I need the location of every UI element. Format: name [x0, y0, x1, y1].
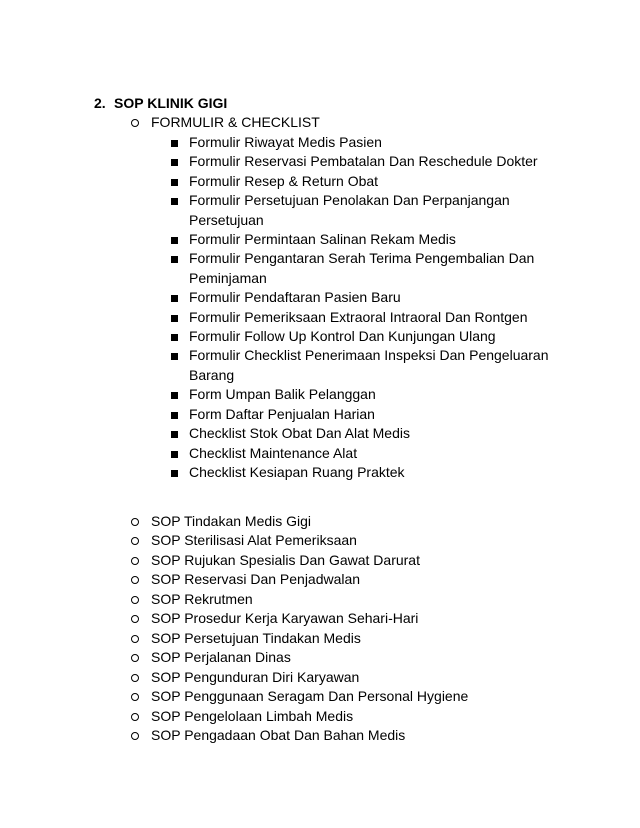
square-bullet-icon [171, 334, 178, 341]
square-bullet-icon [171, 295, 178, 302]
form-item-text: Checklist Kesiapan Ruang Praktek [189, 463, 405, 480]
sop-item-text: SOP Tindakan Medis Gigi [151, 513, 312, 529]
square-bullet-icon [171, 412, 178, 419]
square-bullet-icon [171, 431, 178, 438]
square-bullet-icon [171, 315, 178, 322]
form-list-item [170, 463, 580, 482]
sop-list-item [131, 687, 468, 706]
hollow-circle-bullet-icon [131, 119, 139, 127]
square-bullet-icon [171, 470, 178, 477]
square-bullet-icon [171, 451, 178, 458]
hollow-circle-bullet-icon [131, 537, 139, 545]
form-item-text: Formulir Pengantaran Serah Terima Pengembalian Dan Peminjaman [189, 250, 535, 286]
sop-item-text: SOP Persetujuan Tindakan Medis [151, 629, 361, 646]
hollow-circle-bullet-icon [131, 615, 139, 623]
square-bullet-icon [171, 179, 178, 186]
form-list-item [170, 172, 580, 191]
form-list-item [170, 444, 580, 463]
form-list-item [170, 152, 580, 171]
form-item-text: Formulir Resep & Return Obat [189, 172, 379, 189]
forms-group-item [131, 113, 320, 132]
hollow-circle-bullet-icon [131, 557, 139, 565]
sop-item-text: SOP Pengelolaan Limbah Medis [151, 707, 354, 724]
hollow-circle-bullet-icon [131, 674, 139, 682]
form-item-text: Formulir Pendaftaran Pasien Baru [189, 289, 401, 306]
square-bullet-icon [171, 353, 178, 360]
sop-item-text: SOP Reservasi Dan Penjadwalan [151, 571, 361, 588]
section-heading [94, 94, 227, 113]
sop-list-item [131, 707, 468, 726]
sop-item-text: SOP Rujukan Spesialis Dan Gawat Darurat [151, 551, 420, 568]
form-list-item [170, 288, 580, 307]
form-list-item [170, 308, 580, 327]
sop-list-item [131, 590, 468, 609]
square-bullet-icon [171, 256, 178, 263]
form-item-text: Checklist Maintenance Alat [189, 444, 358, 461]
sop-list [131, 512, 468, 745]
form-item-text: Formulir Permintaan Salinan Rekam Medis [189, 231, 456, 248]
sop-list-item [131, 609, 468, 628]
section-title: SOP KLINIK GIGI [114, 95, 228, 111]
form-item-text: Formulir Pemeriksaan Extraoral Intraoral Dan Rontgen [189, 308, 528, 325]
sop-list-item [131, 570, 468, 589]
sop-list-item [131, 551, 468, 570]
form-item-text: Formulir Follow Up Kontrol Dan Kunjungan Ulang [189, 328, 496, 345]
sop-item-text: SOP Pengunduran Diri Karyawan [151, 668, 360, 685]
form-list-item [170, 230, 580, 249]
sop-item-text: SOP Perjalanan Dinas [151, 649, 291, 666]
sop-list-item [131, 668, 468, 687]
section-number: 2. [94, 95, 106, 111]
square-bullet-icon [171, 140, 178, 147]
square-bullet-icon [171, 237, 178, 244]
form-item-text: Formulir Riwayat Medis Pasien [189, 134, 382, 150]
form-item-text: Form Umpan Balik Pelanggan [189, 386, 376, 403]
square-bullet-icon [171, 159, 178, 166]
sop-list-item [131, 726, 468, 745]
form-list-item [170, 405, 580, 424]
form-list-item [170, 133, 580, 152]
form-list-item [170, 327, 580, 346]
forms-list [170, 133, 580, 482]
sop-list-item [131, 629, 468, 648]
hollow-circle-bullet-icon [131, 635, 139, 643]
sop-item-text: SOP Pengadaan Obat Dan Bahan Medis [151, 726, 406, 743]
sop-item-text: SOP Rekrutmen [151, 590, 253, 607]
form-list-item [170, 346, 580, 385]
hollow-circle-bullet-icon [131, 596, 139, 604]
sop-item-text: SOP Sterilisasi Alat Pemeriksaan [151, 532, 357, 549]
hollow-circle-bullet-icon [131, 732, 139, 740]
hollow-circle-bullet-icon [131, 713, 139, 721]
form-item-text: Checklist Stok Obat Dan Alat Medis [189, 425, 410, 442]
hollow-circle-bullet-icon [131, 518, 139, 526]
form-item-text: Formulir Checklist Penerimaan Inspeksi Dan Pengeluaran Barang [189, 347, 549, 383]
sop-item-text: SOP Penggunaan Seragam Dan Personal Hygiene [151, 688, 469, 705]
hollow-circle-bullet-icon [131, 693, 139, 701]
form-list-item [170, 385, 580, 404]
forms-group-label: FORMULIR & CHECKLIST [151, 114, 320, 130]
hollow-circle-bullet-icon [131, 654, 139, 662]
form-item-text: Formulir Persetujuan Penolakan Dan Perpanjangan Persetujuan [189, 192, 510, 228]
form-item-text: Form Daftar Penjualan Harian [189, 405, 375, 422]
square-bullet-icon [171, 392, 178, 399]
sop-item-text: SOP Prosedur Kerja Karyawan Sehari-Hari [151, 610, 419, 627]
square-bullet-icon [171, 198, 178, 205]
sop-list-item [131, 648, 468, 667]
form-item-text: Formulir Reservasi Pembatalan Dan Reschedule Dokter [189, 153, 538, 170]
form-list-item [170, 249, 580, 288]
sop-list-item [131, 512, 468, 531]
form-list-item [170, 191, 580, 230]
hollow-circle-bullet-icon [131, 576, 139, 584]
form-list-item [170, 424, 580, 443]
sop-list-item [131, 531, 468, 550]
